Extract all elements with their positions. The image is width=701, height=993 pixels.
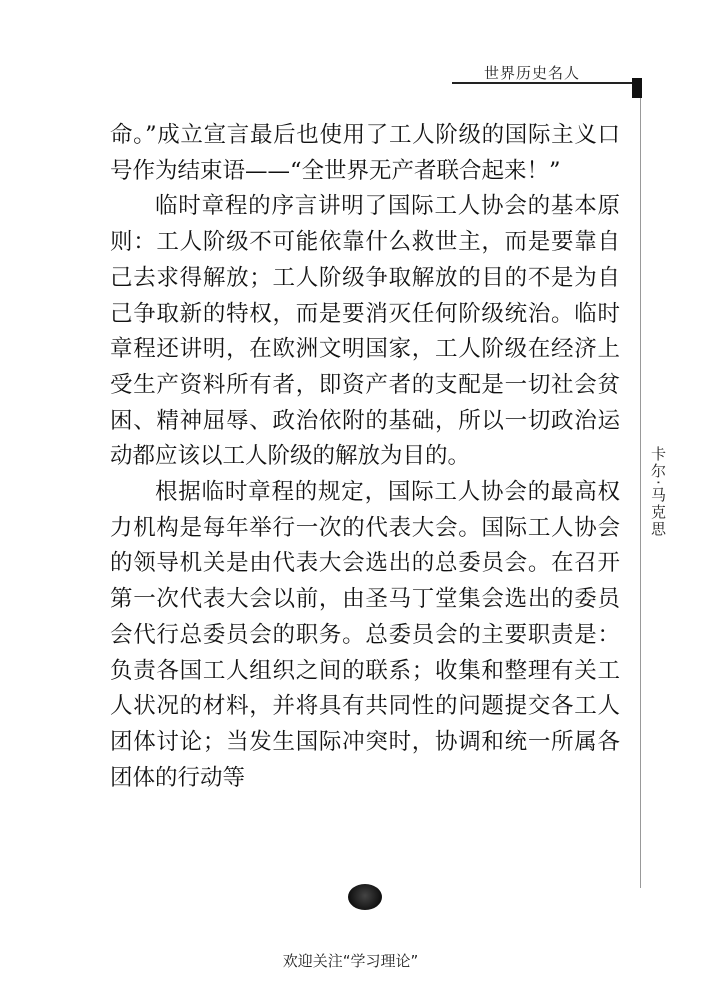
header-rule [452, 82, 640, 84]
footer-note: 欢迎关注“学习理论” [282, 952, 419, 970]
body-text [110, 118, 620, 796]
paragraph-2: 临时章程的序言讲明了国际工人协会的基本原则：工人阶级不可能依靠什么救世主，而是要靠自己去求得解放；工人阶级争取解放的目的不是为自己争取新的特权，而是要消灭任何阶级统治。临时章程还讲明，在欧洲文明国家，工人阶级在经济上受生产资料所有者，即资产者的支配是一切社会贫困、精神屈辱、政治依附的基础，所以一切政治运动都应该以工人阶级的解放为目的。 [110, 193, 620, 470]
side-rule [640, 98, 641, 888]
corner-block [632, 78, 642, 98]
side-label: 卡尔·马克思 [649, 446, 667, 538]
series-title: 世界历史名人 [483, 64, 580, 82]
page-ornament [348, 884, 382, 910]
paragraph-3: 根据临时章程的规定，国际工人协会的最高权力机构是每年举行一次的代表大会。国际工人协会的领导机关是由代表大会选出的总委员会。在召开第一次代表大会以前，由圣马丁堂集会选出的委员会代行总委员会的职务。总委员会的主要职责是：负责各国工人组织之间的联系；收集和整理有关工人状况的材料，并将具有共同性的问题提交各工人团体讨论；当发生国际冲突时，协调和统一所属各团体的行动等 [110, 479, 620, 791]
paragraph-1: 命。”成立宣言最后也使用了工人阶级的国际主义口号作为结束语——“全世界无产者联合起来！” [110, 122, 620, 184]
